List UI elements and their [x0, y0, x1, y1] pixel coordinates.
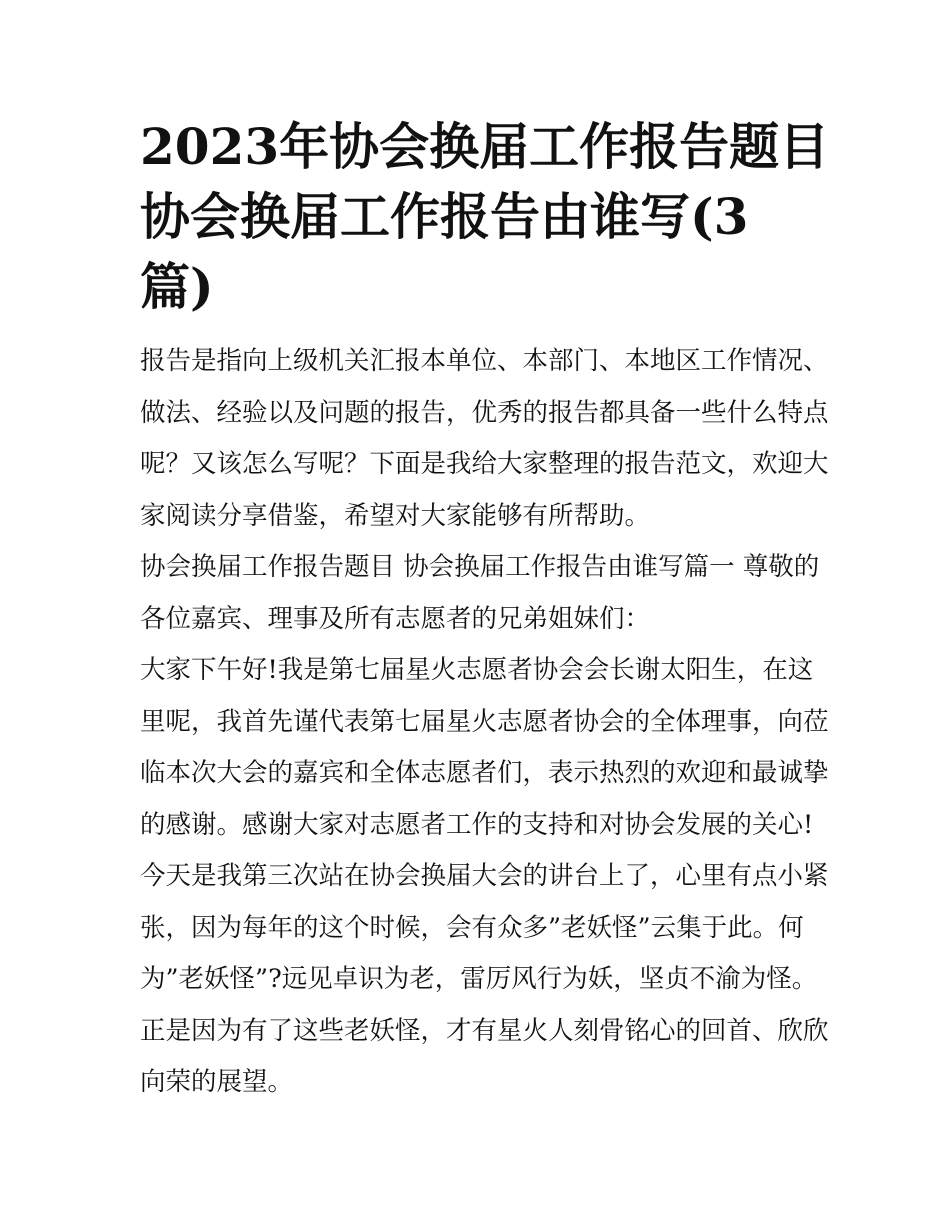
- text-line: 里呢，我首先谨代表第七届星火志愿者协会的全体理事，向莅: [140, 706, 829, 737]
- greeting-paragraph: [140, 645, 829, 851]
- document-body: [140, 336, 829, 1109]
- text-line: 大家下午好!我是第七届星火志愿者协会会长谢太阳生，在这: [140, 655, 814, 685]
- text-line: 做法、经验以及问题的报告，优秀的报告都具备一些什么特点: [140, 397, 829, 428]
- text-line: 今天是我第三次站在协会换届大会的讲台上了，心里有点小紧: [140, 861, 829, 891]
- text-line: 正是因为有了这些老妖怪，才有星火人刻骨铭心的回首、欣欣: [140, 1015, 829, 1046]
- text-line: 临本次大会的嘉宾和全体志愿者们，表示热烈的欢迎和最诚挚: [140, 758, 829, 788]
- text-line: 报告是指向上级机关汇报本单位、本部门、本地区工作情况、: [140, 346, 829, 376]
- document-title: [140, 112, 830, 322]
- text-line: 各位嘉宾、理事及所有志愿者的兄弟姐妹们：: [140, 603, 651, 634]
- title-line: 2023年协会换届工作报告题目: [140, 117, 830, 176]
- text-line: 家阅读分享借鉴，希望对大家能够有所帮助。: [140, 500, 651, 531]
- text-line: 为”老妖怪”?远见卓识为老，雷厉风行为妖，坚贞不渝为怪。: [140, 964, 818, 994]
- text-line: 的感谢。感谢大家对志愿者工作的支持和对协会发展的关心!: [140, 809, 814, 840]
- text-line: 呢？又该怎么写呢？下面是我给大家整理的报告范文，欢迎大: [140, 449, 829, 479]
- text-line: 向荣的展望。: [140, 1067, 294, 1097]
- body-paragraph: [140, 851, 829, 1109]
- document-page: [140, 112, 830, 1109]
- title-line: 篇): [140, 257, 214, 316]
- salutation-paragraph: [140, 542, 820, 645]
- intro-paragraph: [140, 336, 829, 542]
- text-line: 张，因为每年的这个时候，会有众多”老妖怪”云集于此。何: [140, 912, 804, 943]
- title-line: 协会换届工作报告由谁写(3: [140, 187, 749, 246]
- text-line: 协会换届工作报告题目 协会换届工作报告由谁写篇一 尊敬的: [140, 552, 820, 582]
